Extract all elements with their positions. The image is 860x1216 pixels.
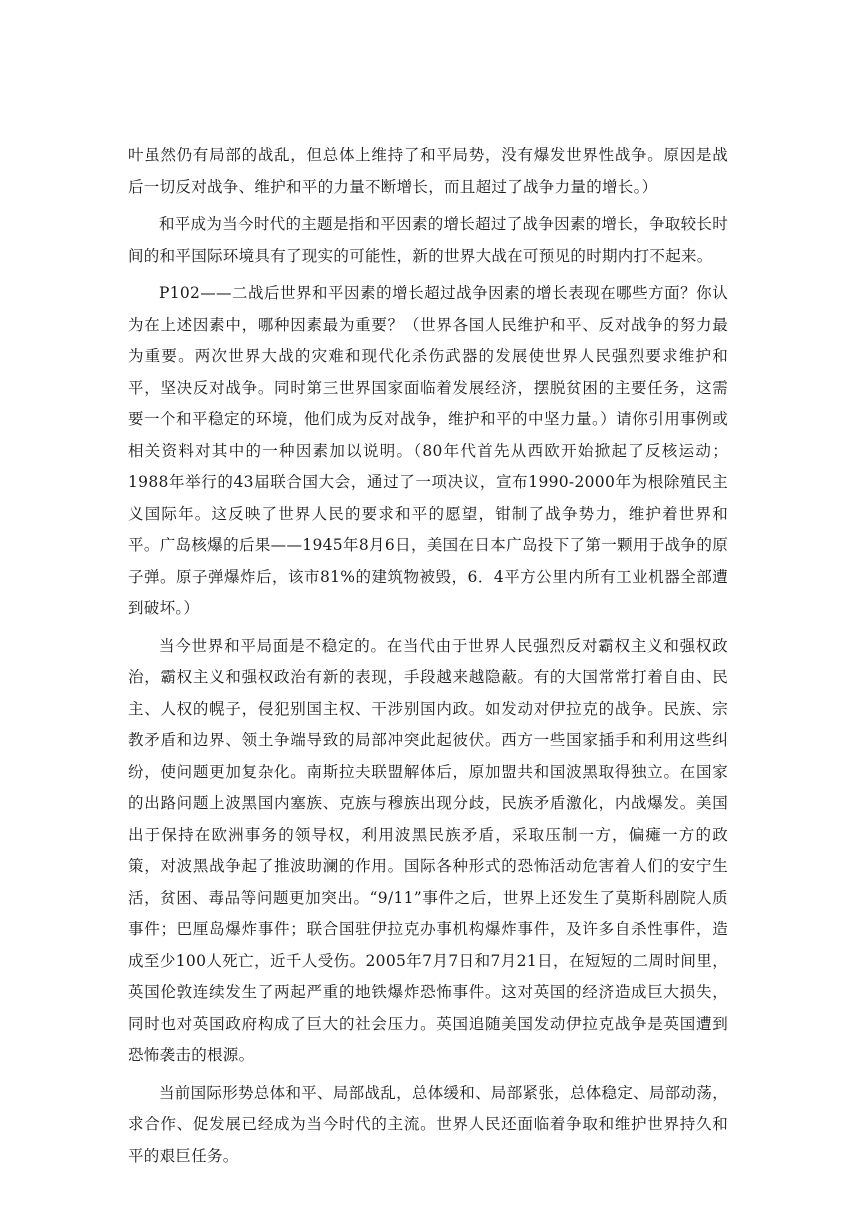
paragraph-p102-question: P102——二战后世界和平因素的增长超过战争因素的增长表现在哪些方面？你认为在上述因素中，哪种因素最为重要？（世界各国人民维护和平、反对战争的努力最为重要。两次世界大战的灾难和现代化杀伤武器的发展使世界人民强烈要求维护和平，坚决反对战争。同时第三世界国家面临着发展经济，摆脱贫困的主要任务，这需要一个和平稳定的环境，他们成为反对战争，维护和平的中坚力量。）请你引用事例或相关资料对其中的一种因素加以说明。（80年代首先从西欧开始掀起了反核运动；1988年举行的43届联合国大会，通过了一项决议，宣布1990-2000年为根除殖民主义国际年。这反映了世界人民的要求和平的愿望，钳制了战争势力，维护着世界和平。广岛核爆的后果——1945年8月6日，美国在日本广岛投下了第一颗用于战争的原子弹。原子弹爆炸后，该市81%的建筑物被毁，6．4平方公里内所有工业机器全部遭到破坏。） — [128, 284, 728, 617]
paragraph-peace-theme: 和平成为当今时代的主题是指和平因素的增长超过了战争因素的增长，争取较长时间的和平国际环境具有了现实的可能性，新的世界大战在可预见的时期内打不起来。 — [128, 215, 728, 265]
document-body — [128, 140, 728, 1178]
paragraph-current-situation: 当前国际形势总体和平、局部战乱，总体缓和、局部紧张，总体稳定、局部动荡，求合作、促发展已经成为当今时代的主流。世界人民还面临着争取和维护世界持久和平的艰巨任务。 — [128, 1083, 728, 1165]
paragraph-unstable-peace: 当今世界和平局面是不稳定的。在当代由于世界人民强烈反对霸权主义和强权政治，霸权主义和强权政治有新的表现，手段越来越隐蔽。有的大国常常打着自由、民主、人权的幌子，侵犯别国主权、干涉别国内政。如发动对伊拉克的战争。民族、宗教矛盾和边界、领土争端导致的局部冲突此起彼伏。西方一些国家插手和利用这些纠纷，使问题更加复杂化。南斯拉夫联盟解体后，原加盟共和国波黑取得独立。在国家的出路问题上波黑国内塞族、克族与穆族出现分歧，民族矛盾激化，内战爆发。美国出于保持在欧洲事务的领导权，利用波黑民族矛盾，采取压制一方，偏瘫一方的政策，对波黑战争起了推波助澜的作用。国际各种形式的恐怖活动危害着人们的安宁生活，贫困、毒品等问题更加突出。“9/11”事件之后，世界上还发生了莫斯科剧院人质事件；巴厘岛爆炸事件；联合国驻伊拉克办事机构爆炸事件，及许多自杀性事件，造成至少100人死亡，近千人受伤。2005年7月7日和7月21日，在短短的二周时间里，英国伦敦连续发生了两起严重的地铁爆炸恐怖事件。这对英国的经济造成巨大损失，同时也对英国政府构成了巨大的社会压力。英国追随美国发动伊拉克战争是英国遭到恐怖袭击的根源。 — [128, 636, 728, 1064]
paragraph-continued: 叶虽然仍有局部的战乱，但总体上维持了和平局势，没有爆发世界性战争。原因是战后一切反对战争、维护和平的力量不断增长，而且超过了战争力量的增长。） — [128, 146, 728, 196]
